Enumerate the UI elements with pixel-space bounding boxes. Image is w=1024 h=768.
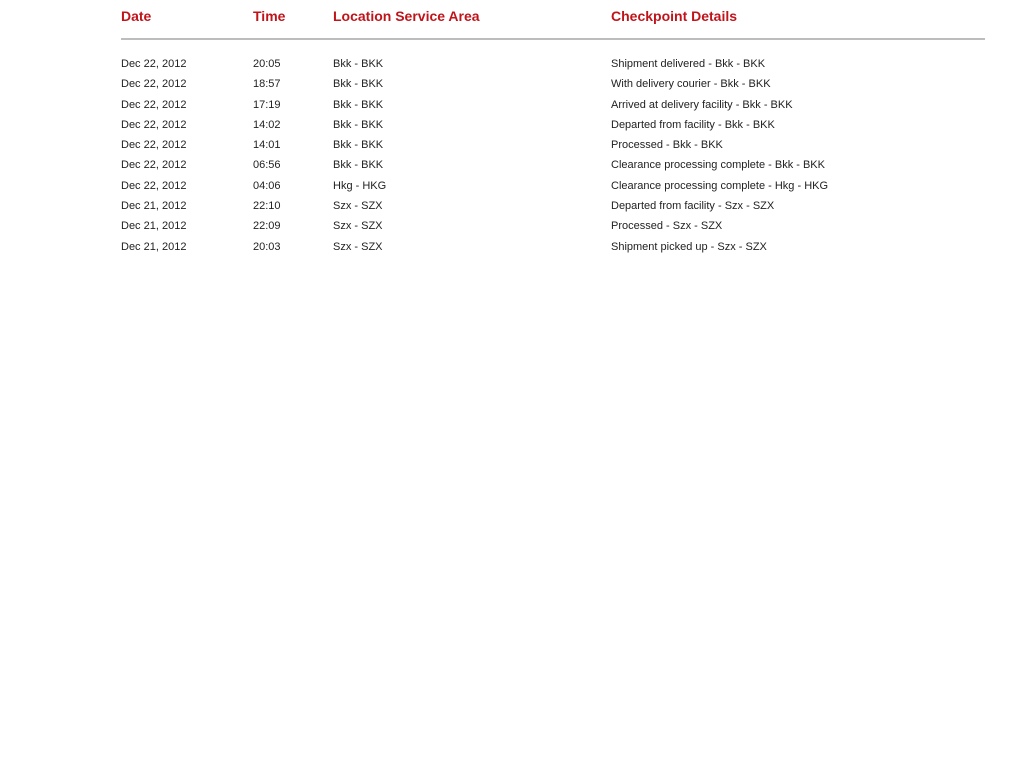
table-row <box>121 219 985 239</box>
cell-location: Hkg - HKG <box>333 179 387 192</box>
cell-date: Dec 22, 2012 <box>121 179 187 192</box>
table-row <box>121 77 985 97</box>
cell-details: Processed - Bkk - BKK <box>611 139 723 152</box>
table-row <box>121 240 985 260</box>
cell-date: Dec 22, 2012 <box>121 98 187 111</box>
cell-location: Bkk - BKK <box>333 139 384 152</box>
cell-location: Szx - SZX <box>333 220 383 233</box>
cell-time: 17:19 <box>253 98 281 111</box>
cell-details: Departed from facility - Bkk - BKK <box>611 118 775 131</box>
table-row <box>121 57 985 77</box>
header-location-service-area: Location Service Area <box>333 8 480 24</box>
cell-time: 20:05 <box>253 58 281 70</box>
cell-time: 18:57 <box>253 78 281 91</box>
cell-location: Szx - SZX <box>333 200 383 213</box>
header-time: Time <box>253 8 286 24</box>
cell-details: Departed from facility - Szx - SZX <box>611 200 775 213</box>
cell-time: 22:10 <box>253 200 281 213</box>
cell-time: 14:01 <box>253 139 281 152</box>
table-row <box>121 158 985 178</box>
cell-date: Dec 22, 2012 <box>121 58 187 70</box>
cell-date: Dec 21, 2012 <box>121 200 187 213</box>
cell-details: Shipment picked up - Szx - SZX <box>611 240 767 253</box>
cell-date: Dec 21, 2012 <box>121 220 187 233</box>
cell-details: Arrived at delivery facility - Bkk - BKK <box>611 98 793 111</box>
cell-time: 04:06 <box>253 179 281 192</box>
cell-date: Dec 22, 2012 <box>121 159 187 172</box>
cell-details: Clearance processing complete - Bkk - BKK <box>611 159 825 172</box>
table-row <box>121 98 985 118</box>
table-row <box>121 179 985 199</box>
table-row <box>121 199 985 219</box>
cell-time: 22:09 <box>253 220 281 233</box>
cell-details: Shipment delivered - Bkk - BKK <box>611 58 766 70</box>
table-header-row <box>121 0 985 40</box>
cell-location: Bkk - BKK <box>333 118 384 131</box>
header-date: Date <box>121 8 152 24</box>
cell-time: 06:56 <box>253 159 281 172</box>
cell-details: With delivery courier - Bkk - BKK <box>611 78 771 91</box>
cell-time: 20:03 <box>253 240 281 253</box>
cell-date: Dec 22, 2012 <box>121 78 187 91</box>
tracking-history-table <box>121 0 985 260</box>
cell-date: Dec 21, 2012 <box>121 240 187 253</box>
cell-location: Szx - SZX <box>333 240 383 253</box>
cell-date: Dec 22, 2012 <box>121 118 187 131</box>
cell-location: Bkk - BKK <box>333 78 384 91</box>
cell-date: Dec 22, 2012 <box>121 139 187 152</box>
cell-time: 14:02 <box>253 118 281 131</box>
table-row <box>121 138 985 158</box>
header-checkpoint-details: Checkpoint Details <box>611 8 738 24</box>
cell-location: Bkk - BKK <box>333 159 384 172</box>
table-row <box>121 118 985 138</box>
cell-location: Bkk - BKK <box>333 98 384 111</box>
cell-details: Clearance processing complete - Hkg - HKG <box>611 179 829 192</box>
table-body <box>121 57 985 260</box>
cell-details: Processed - Szx - SZX <box>611 220 723 233</box>
cell-location: Bkk - BKK <box>333 58 384 70</box>
